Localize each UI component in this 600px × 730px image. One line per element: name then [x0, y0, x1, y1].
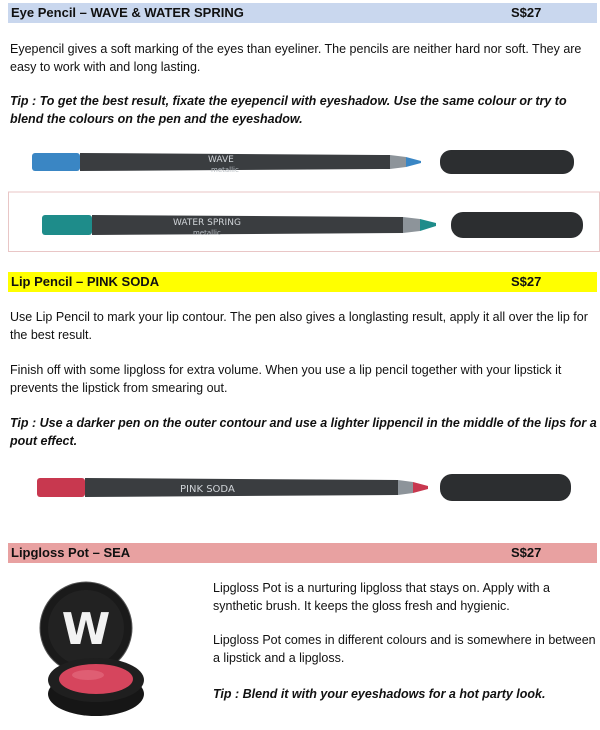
eye-pencil-tip: Tip : To get the best result, fixate the eyepencil with eyeshadow. Use the same colour or try to blend the colours on the pen and the eyeshadow. [10, 94, 567, 126]
lip-pencil-tip: Tip : Use a darker pen on the outer contour and use a lighter lippencil in the middle of the lips for a pout effect. [10, 416, 597, 448]
lipgloss-description-1: Lipgloss Pot is a nurturing lipgloss that stays on. Apply with a synthetic brush. It keeps the gloss fresh and hygienic. [213, 581, 550, 613]
lip-pencil-header [8, 272, 597, 292]
lipgloss-title: Lipgloss Pot – SEA [11, 545, 131, 560]
lip-pencil-title: Lip Pencil – PINK SODA [11, 274, 160, 289]
lip-pencil-description-2: Finish off with some lipgloss for extra volume. When you use a lip pencil together with your lipstick it prevents the lipstick from smearing out. [10, 363, 562, 395]
eye-pencil-description: Eyepencil gives a soft marking of the eyes than eyeliner. The pencils are neither hard nor soft. They are easy to work with and long lasting. [10, 42, 582, 74]
lipgloss-price: S$27 [511, 545, 542, 560]
lip-pencil-cap [440, 474, 571, 501]
water-spring-pencil-cap [451, 212, 583, 238]
lip-pencil-name: PINK SODA [180, 484, 235, 495]
lip-pencil-end [37, 478, 85, 497]
wave-pencil-end [32, 153, 80, 171]
eye-pencil-image [8, 142, 600, 252]
wave-pencil [32, 150, 574, 174]
wave-pencil-finish: metallic [211, 166, 239, 174]
eye-pencil-header [8, 3, 597, 23]
lip-pencil-image [8, 468, 600, 508]
wave-pencil-name: WAVE [208, 155, 234, 165]
lipgloss-description-2: Lipgloss Pot comes in different colours and is somewhere in between a lipstick and a lipgloss. [213, 633, 596, 665]
wave-pencil-cap [440, 150, 574, 174]
water-spring-pencil-end [42, 215, 92, 235]
lip-pencil-description-1: Use Lip Pencil to mark your lip contour. The pen also gives a longlasting result, apply it all over the lip for the best result. [10, 310, 588, 342]
lipgloss-pot-image [28, 580, 148, 720]
water-spring-pencil-finish: metallic [193, 229, 221, 237]
lipgloss-tip: Tip : Blend it with your eyeshadows for a hot party look. [213, 687, 546, 701]
eye-pencil-title: Eye Pencil – WAVE & WATER SPRING [11, 5, 244, 20]
water-spring-pencil-name: WATER SPRING [173, 218, 241, 228]
eye-pencil-price: S$27 [511, 5, 542, 20]
lip-pencil-price: S$27 [511, 274, 542, 289]
lipgloss-header [8, 543, 597, 563]
brand-logo: W [61, 604, 111, 655]
water-spring-pencil [42, 212, 583, 238]
